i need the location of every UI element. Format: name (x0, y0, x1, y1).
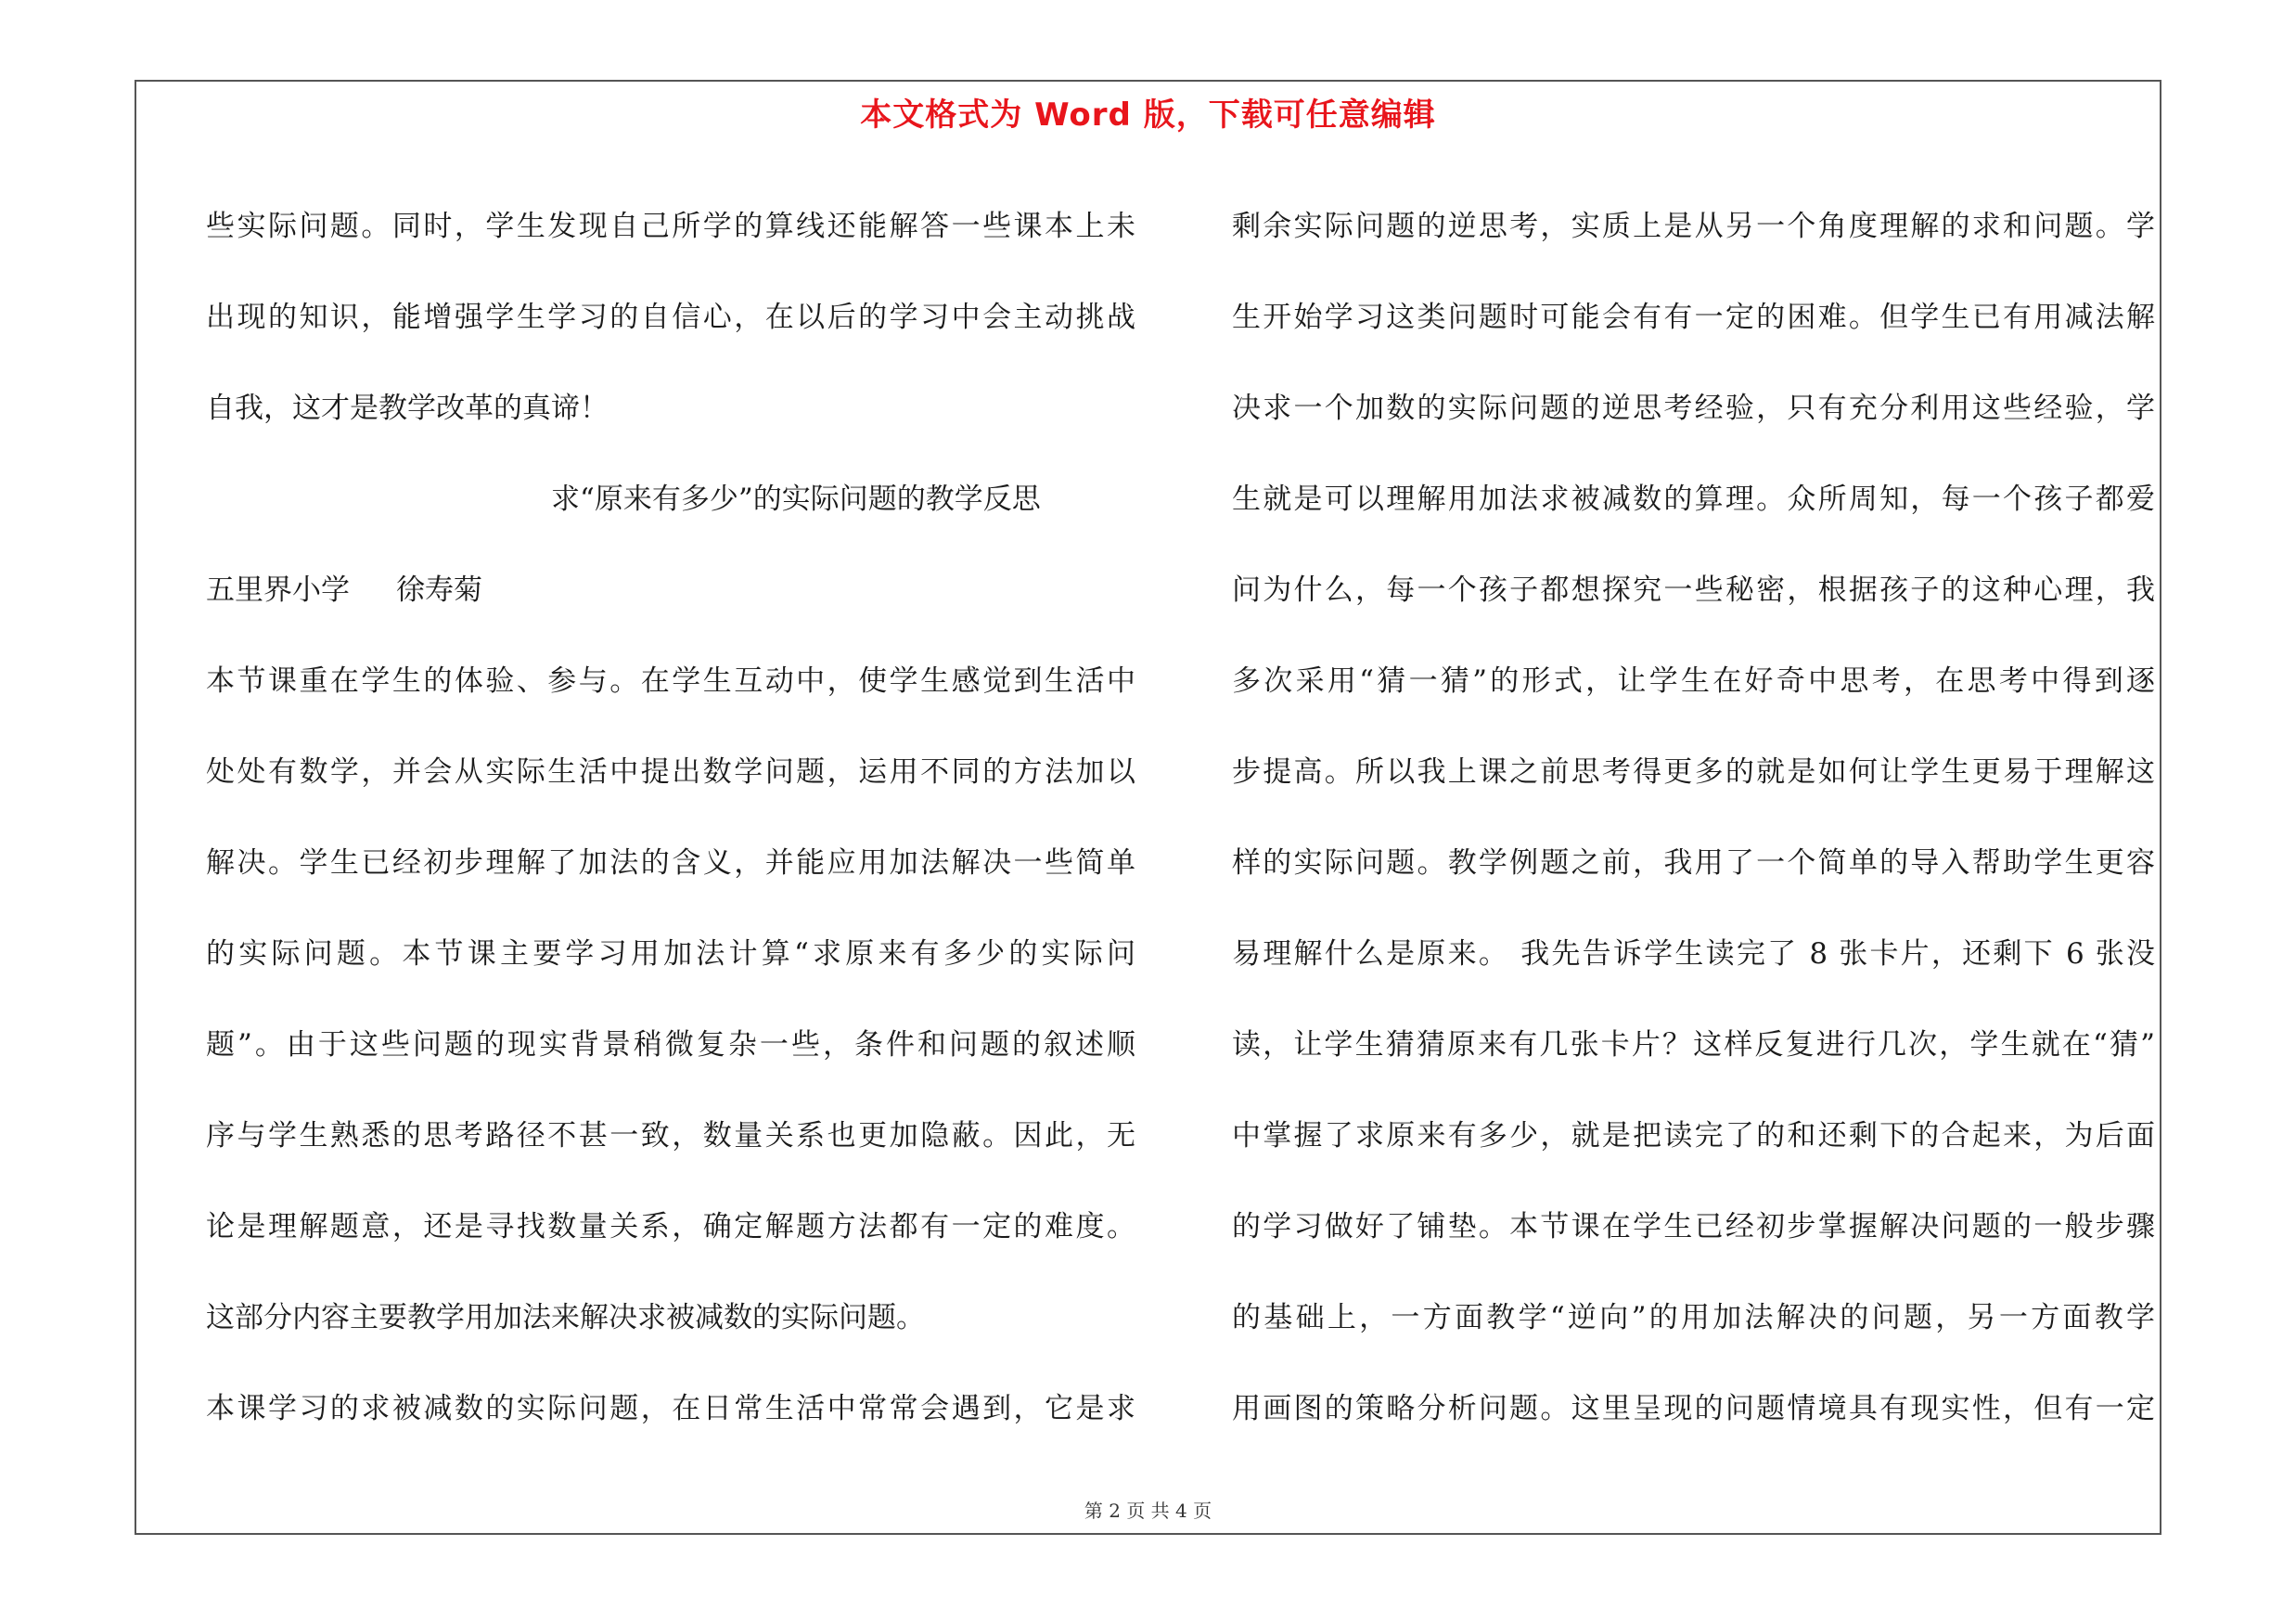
text-line: 的学习做好了铺垫。本节课在学生已经初步掌握解决问题的一般步骤 (1232, 1210, 2155, 1243)
article-title: 求“原来有多少”的实际问题的教学反思 (551, 483, 1041, 516)
text-line: 自我，这才是教学改革的真谛！ (206, 392, 609, 425)
text-line: 的基础上，一方面教学“逆向”的用加法解决的问题，另一方面教学 (1232, 1301, 2155, 1334)
page-number-footer: 第 2 页 共 4 页 (1084, 1500, 1212, 1522)
text-line: 本课学习的求被减数的实际问题，在日常生活中常常会遇到，它是求 (206, 1392, 1135, 1425)
text-line: 题”。由于这些问题的现实背景稍微复杂一些，条件和问题的叙述顺 (206, 1028, 1135, 1062)
text-line: 本节课重在学生的体验、参与。在学生互动中，使学生感觉到生活中 (206, 664, 1135, 698)
text-line: 问为什么，每一个孩子都想探究一些秘密，根据孩子的这种心理，我 (1232, 573, 2155, 607)
text-line: 剩余实际问题的逆思考，实质上是从另一个角度理解的求和问题。学 (1232, 210, 2155, 243)
text-line: 的实际问题。本节课主要学习用加法计算“求原来有多少的实际问 (206, 937, 1135, 971)
text-line: 解决。学生已经初步理解了加法的含义，并能应用加法解决一些简单 (206, 846, 1135, 880)
text-line: 用画图的策略分析问题。这里呈现的问题情境具有现实性，但有一定 (1232, 1392, 2155, 1425)
text-line: 生就是可以理解用加法求被减数的算理。众所周知，每一个孩子都爱 (1232, 483, 2155, 516)
text-line: 易理解什么是原来。 我先告诉学生读完了 8 张卡片，还剩下 6 张没 (1232, 937, 2155, 971)
format-banner: 本文格式为 Word 版，下载可任意编辑 (860, 97, 1436, 134)
text-line: 步提高。所以我上课之前思考得更多的就是如何让学生更易于理解这 (1232, 755, 2155, 789)
author-name: 徐寿菊 (396, 573, 482, 607)
text-line: 出现的知识，能增强学生学习的自信心，在以后的学习中会主动挑战 (206, 301, 1135, 334)
text-line: 论是理解题意，还是寻找数量关系，确定解题方法都有一定的难度。 (206, 1210, 1135, 1243)
text-line: 决求一个加数的实际问题的逆思考经验，只有充分利用这些经验，学 (1232, 392, 2155, 425)
text-line: 中掌握了求原来有多少，就是把读完了的和还剩下的合起来，为后面 (1232, 1119, 2155, 1153)
author-school: 五里界小学 (206, 573, 350, 607)
text-line: 多次采用“猜一猜”的形式，让学生在好奇中思考，在思考中得到逐 (1232, 664, 2155, 698)
left-column (206, 181, 1135, 1454)
author-line (206, 545, 1135, 636)
text-line: 序与学生熟悉的思考路径不甚一致，数量关系也更加隐蔽。因此，无 (206, 1119, 1135, 1153)
text-line: 样的实际问题。教学例题之前，我用了一个简单的导入帮助学生更容 (1232, 846, 2155, 880)
text-line: 处处有数学，并会从实际生活中提出数学问题，运用不同的方法加以 (206, 755, 1135, 789)
text-line: 这部分内容主要教学用加法来解决求被减数的实际问题。 (206, 1301, 925, 1334)
text-line: 读，让学生猜猜原来有几张卡片？这样反复进行几次，学生就在“猜” (1232, 1028, 2155, 1062)
text-line: 些实际问题。同时，学生发现自己所学的算线还能解答一些课本上未 (206, 210, 1135, 243)
right-column (1232, 181, 2155, 1454)
text-line: 生开始学习这类问题时可能会有有一定的困难。但学生已有用减法解 (1232, 301, 2155, 334)
